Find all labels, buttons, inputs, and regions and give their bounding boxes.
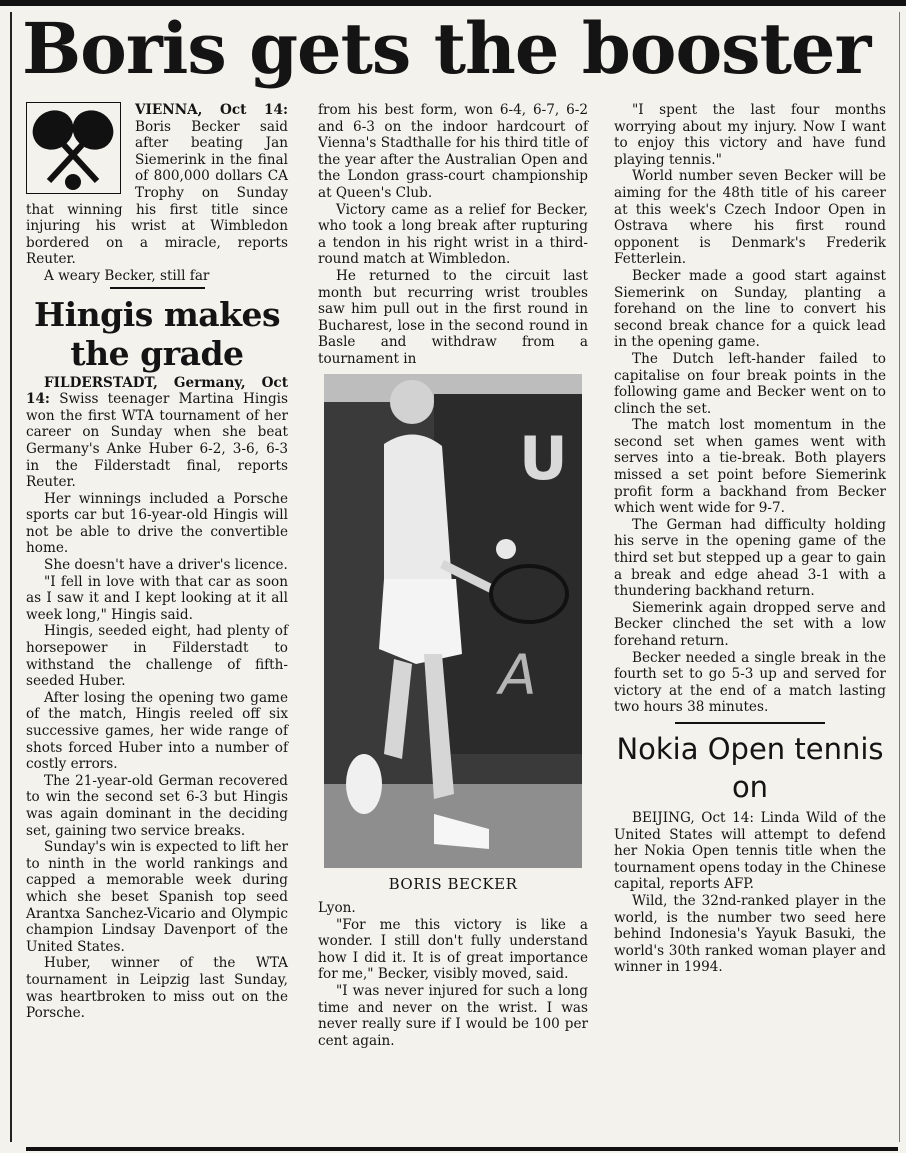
story1-paragraph: Victory came as a relief for Becker, who took a long break after rupturing a tendon in his right wrist in a third-round match at Wimbledon. — [318, 201, 588, 268]
story2-paragraph: Her winnings included a Porsche sports car but 16-year-old Hingis will not be able to drive the convertible home. — [26, 490, 288, 557]
right-edge-rule — [899, 12, 900, 1142]
story1-paragraph: World number seven Becker will be aiming for the 48th title of his career at this week's Czech Indoor Open in Ostrava where his first round opponent is Denmark's Frederik Fetterlein. — [614, 168, 886, 268]
story2-paragraph: The 21-year-old German recovered to win the second set 6-3 but Hingis was again dominant in the deciding set, gaining two service breaks. — [26, 772, 288, 839]
story3-paragraph: Wild, the 32nd-ranked player in the world, is the number two seed here behind Indonesia's Yayuk Basuki, the world's 30th ranked woman player and winner in 1994. — [614, 892, 886, 976]
story2-paragraph: Sunday's win is expected to lift her to ninth in the world rankings and capped a memorable week during which she beset Spanish top seed Arantxa Sanchez-Vicario and Olympic champion Lindsay Davenport of the United States. — [26, 839, 288, 955]
story1-paragraph: He returned to the circuit last month but recurring wrist troubles saw him pull out in the first round in Bucharest, lose in the second round in Basle and withdraw from a tournament in — [318, 267, 588, 367]
story1-paragraph: "I spent the last four months worrying about my injury. Now I want to enjoy this victory and have fund playing tennis." — [614, 102, 886, 168]
story2-paragraph: "I fell in love with that car as soon as I saw it and I kept looking at it all week long," Hingis said. — [26, 573, 288, 623]
svg-text:U: U — [519, 423, 568, 494]
photo-block — [318, 374, 588, 893]
story1-paragraph: from his best form, won 6-4, 6-7, 6-2 and 6-3 on the indoor hardcourt of Vienna's Stadthalle for his third title of the year after the Australian Open and the London grass-court championship at Queen's Club. — [318, 102, 588, 201]
story2-paragraph: She doesn't have a driver's licence. — [44, 557, 288, 574]
story1-paragraph: Lyon. — [318, 900, 356, 917]
photo-caption: BORIS BECKER — [388, 874, 518, 893]
story1-paragraph: Siemerink again dropped serve and Becker clinched the set with a low forehand return. — [614, 599, 886, 649]
story2-lead — [26, 375, 288, 491]
story1-paragraph: "I was never injured for such a long time and never on the wrist. I was never really sure if I would be 100 per cent again. — [318, 983, 588, 1049]
main-headline: Boris gets the booster — [22, 7, 871, 90]
divider-rule — [675, 722, 825, 724]
story1-paragraph: Becker needed a single break in the fourth set to go 5-3 up and served for victory at the end of a match lasting two hours 38 minutes. — [614, 649, 886, 716]
story2-paragraph: After losing the opening two game of the match, Hingis reeled off six successive games, her wide range of shots forced Huber into a number of costly errors. — [26, 689, 288, 773]
story1-dateline: VIENNA, Oct 14: — [135, 102, 288, 118]
story3-lead — [614, 810, 886, 893]
story2-paragraph: Huber, winner of the WTA tournament in Leipzig last Sunday, was heartbroken to miss out on the Porsche. — [26, 955, 288, 1022]
svg-text:A: A — [499, 642, 537, 707]
story1-paragraph: Boris Becker said after beating Jan Siemerink in the final of 800,000 dollars CA Trophy on Sunday that winning his first title since injuring his wrist at Wimbledon bordered on a miracle, reports Reuter. — [26, 118, 288, 268]
story1-paragraph: A weary Becker, still far — [44, 267, 210, 284]
story2-dateline: FILDERSTADT, Germany, Oct 14: — [26, 374, 288, 408]
story2-paragraph: Swiss teenager Martina Hingis won the first WTA tournament of her career on Sunday when she beat Germany's Anke Huber 6-2, 3-6, 6-3 in the Filderstadt final, reports Reuter. — [26, 391, 288, 491]
story1-paragraph: Becker made a good start against Siemerink on Sunday, planting a forehand on the line to convert his second break chance for a quick lead in the opening game. — [614, 267, 886, 351]
hingis-headline: Hingis makes the grade — [33, 294, 281, 373]
column-2 — [318, 102, 588, 1049]
column-1 — [26, 102, 288, 1022]
crossed-tennis-rackets-icon — [26, 102, 121, 194]
story2-paragraph: Hingis, seeded eight, had plenty of horsepower in Filderstadt to withstand the challenge of fifth-seeded Huber. — [26, 623, 288, 690]
bottom-border — [26, 1147, 898, 1151]
divider-rule — [110, 287, 205, 289]
boris-becker-photo — [324, 374, 582, 868]
column-3 — [614, 102, 886, 976]
left-column-rule — [10, 12, 12, 1142]
story1-paragraph: The match lost momentum in the second set when games went with serves into a tie-break. Both players missed a set point before Siemerink profit form a backhand from Becker which went wide for 9-7. — [614, 417, 886, 517]
story1-paragraph: The German had difficulty holding his serve in the opening game of the third set but stepped up a gear to gain a break and edge ahead 3-1 with a thundering backhand return. — [614, 516, 886, 600]
story3-dateline: BEIJING, Oct 14: — [632, 809, 755, 826]
nokia-headline: Nokia Open tennis on — [616, 731, 884, 804]
story3-paragraph: Linda Wild of the United States will attempt to defend her Nokia Open tennis title when the tournament opens today in the Chinese capital, reports AFP. — [614, 809, 887, 893]
story1-paragraph: "For me this victory is like a wonder. I still don't fully understand how I did it. It is of great importance for me," Becker, visibly moved, said. — [318, 916, 588, 983]
story1-paragraph: The Dutch left-hander failed to capitalise on four break points in the following game and Becker went on to clinch the set. — [614, 350, 886, 417]
